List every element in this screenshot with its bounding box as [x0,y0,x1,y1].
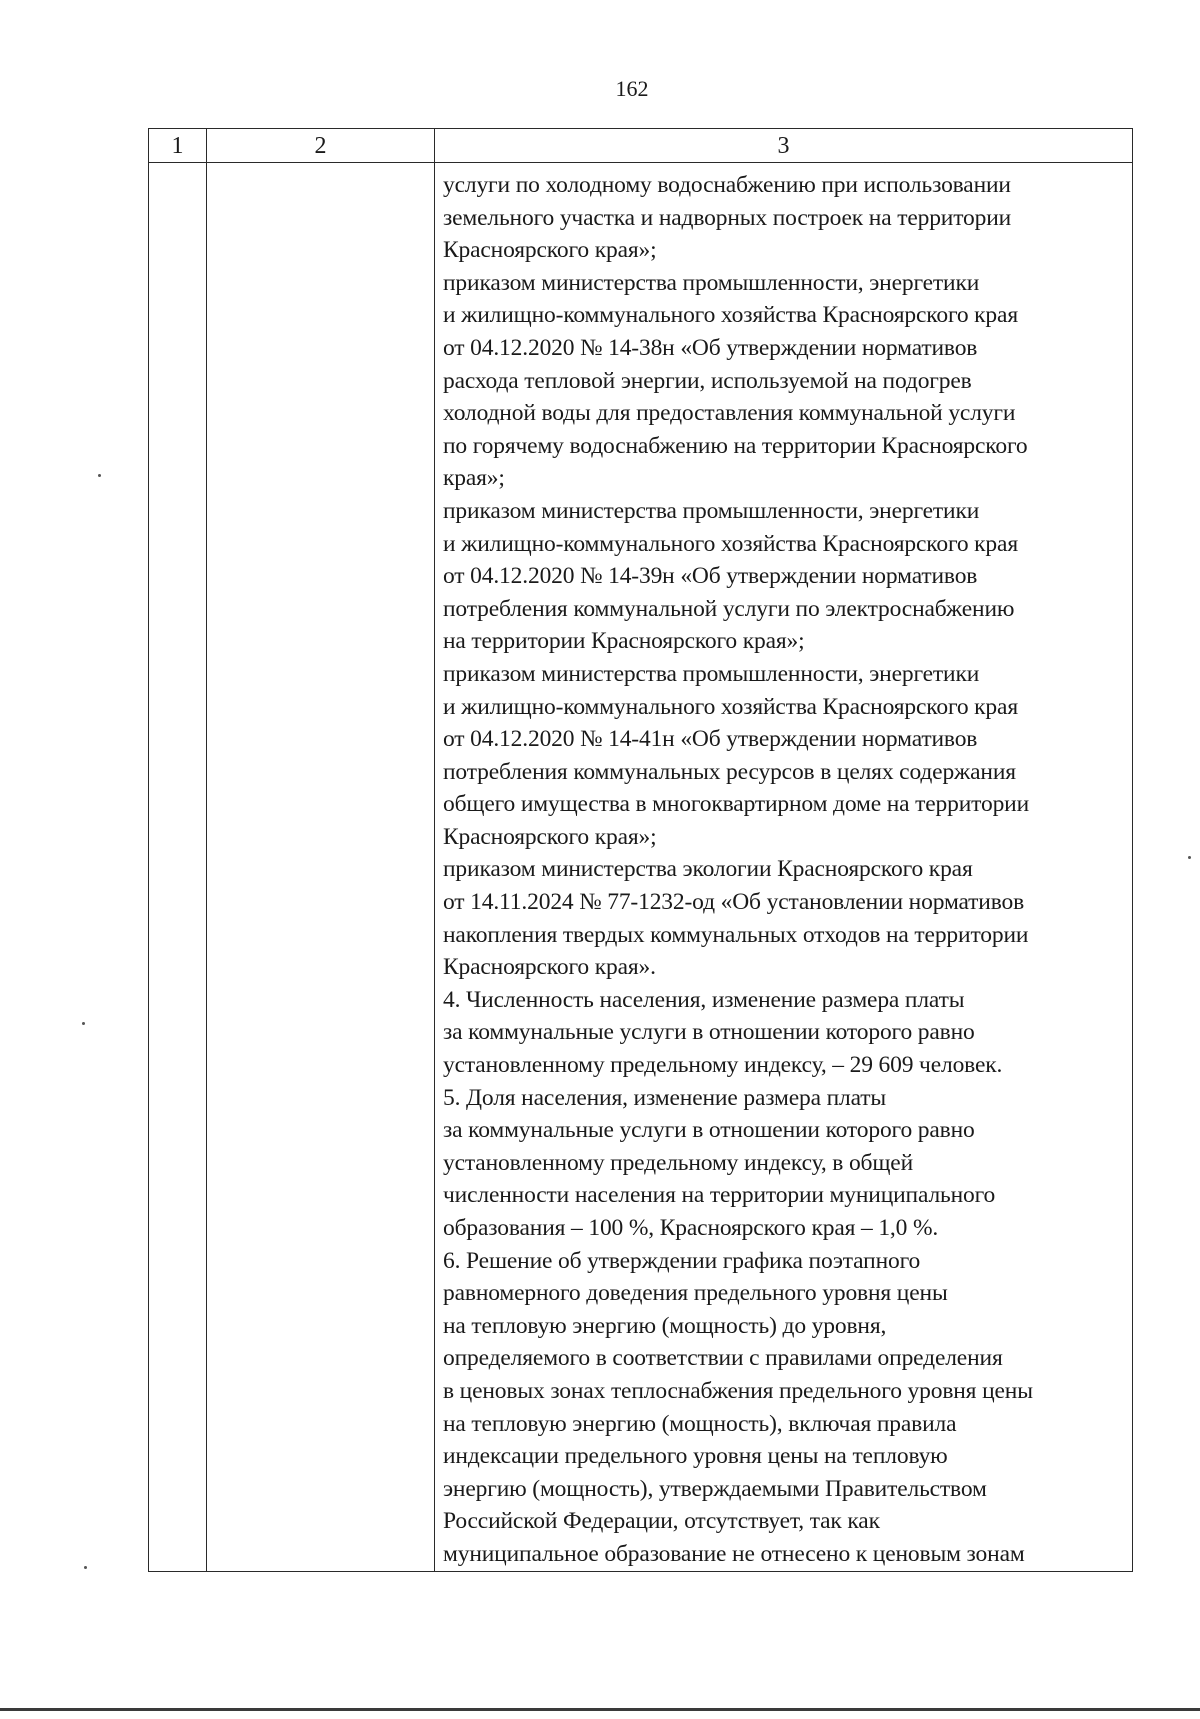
text-line: в ценовых зонах теплоснабжения предельного уровня цены [443,1377,1033,1404]
text-line: на тепловую энергию (мощность) до уровня, [443,1312,887,1339]
text-line: индексации предельного уровня цены на тепловую [443,1443,948,1470]
text-line: и жилищно-коммунального хозяйства Красноярского края [443,302,1018,329]
scan-artifact-dot [1188,856,1191,859]
text-line: муниципальное образование не отнесено к ценовым зонам [443,1540,1025,1567]
text-line: Красноярского края»; [443,237,657,264]
text-line: 4. Численность населения, изменение размера платы [443,986,965,1013]
text-line: Красноярского края»; [443,823,657,850]
text-line: на тепловую энергию (мощность), включая правила [443,1410,957,1437]
text-line: услуги по холодному водоснабжению при использовании [443,172,1011,198]
text-line: установленному предельному индексу, – 29 609 человек. [443,1052,1003,1079]
text-line: от 04.12.2020 № 14-39н «Об утверждении нормативов [443,563,978,590]
text-line: приказом министерства промышленности, энергетики [443,660,980,687]
text-line: приказом министерства промышленности, энергетики [443,269,980,296]
scan-artifact-dot [98,474,101,477]
text-line: приказом министерства промышленности, энергетики [443,497,980,524]
text-line: потребления коммунальной услуги по электроснабжению [443,595,1015,622]
table-header-row [149,129,1133,163]
text-line: края»; [443,465,505,492]
text-line: земельного участка и надворных построек на территории [443,204,1012,231]
text-line: общего имущества в многоквартирном доме на территории [443,791,1030,818]
column-3-text [435,163,1132,1571]
text-line: численности населения на территории муниципального [443,1182,996,1209]
scan-edge-line [0,1708,1200,1711]
text-line: по горячему водоснабжению на территории Красноярского [443,432,1028,459]
text-line: расхода тепловой энергии, используемой на подогрев [443,367,972,394]
column-header-1: 1 [149,129,207,163]
page-number: 162 [615,76,649,101]
text-line: за коммунальные услуги в отношении которого равно [443,1019,975,1046]
text-line: холодной воды для предоставления коммунальной услуги [443,400,1016,427]
text-line: за коммунальные услуги в отношении которого равно [443,1117,975,1144]
column-2-cell [207,163,435,1572]
text-line: установленному предельному индексу, в общей [443,1149,914,1176]
scan-artifact-dot [84,1566,87,1569]
text-line: накопления твердых коммунальных отходов на территории [443,921,1029,948]
text-line: равномерного доведения предельного уровня цены [443,1280,948,1307]
document-table [148,128,1133,1572]
text-line: 5. Доля населения, изменение размера платы [443,1084,887,1111]
table-body-row [149,163,1133,1572]
text-line: потребления коммунальных ресурсов в целях содержания [443,758,1016,785]
text-line: Красноярского края». [443,954,656,981]
text-line: 6. Решение об утверждении графика поэтапного [443,1247,921,1274]
text-line: от 04.12.2020 № 14-38н «Об утверждении нормативов [443,334,978,361]
text-line: и жилищно-коммунального хозяйства Красноярского края [443,530,1018,557]
column-3-cell [435,163,1133,1572]
text-line: Российской Федерации, отсутствует, так как [443,1508,880,1535]
text-line: приказом министерства экологии Красноярского края [443,856,973,883]
column-header-2: 2 [207,129,435,163]
text-line: на территории Красноярского края»; [443,628,805,655]
text-line: определяемого в соответствии с правилами определения [443,1345,1003,1372]
scan-artifact-dot [82,1022,85,1025]
text-line: от 14.11.2024 № 77-1232-од «Об установлении нормативов [443,889,1025,916]
text-line: энергию (мощность), утверждаемыми Правительством [443,1475,987,1502]
text-line: образования – 100 %, Красноярского края – 1,0 %. [443,1215,939,1241]
text-line: и жилищно-коммунального хозяйства Красноярского края [443,693,1018,720]
column-header-3: 3 [435,129,1133,163]
column-1-cell [149,163,207,1572]
text-line: от 04.12.2020 № 14-41н «Об утверждении нормативов [443,726,978,753]
